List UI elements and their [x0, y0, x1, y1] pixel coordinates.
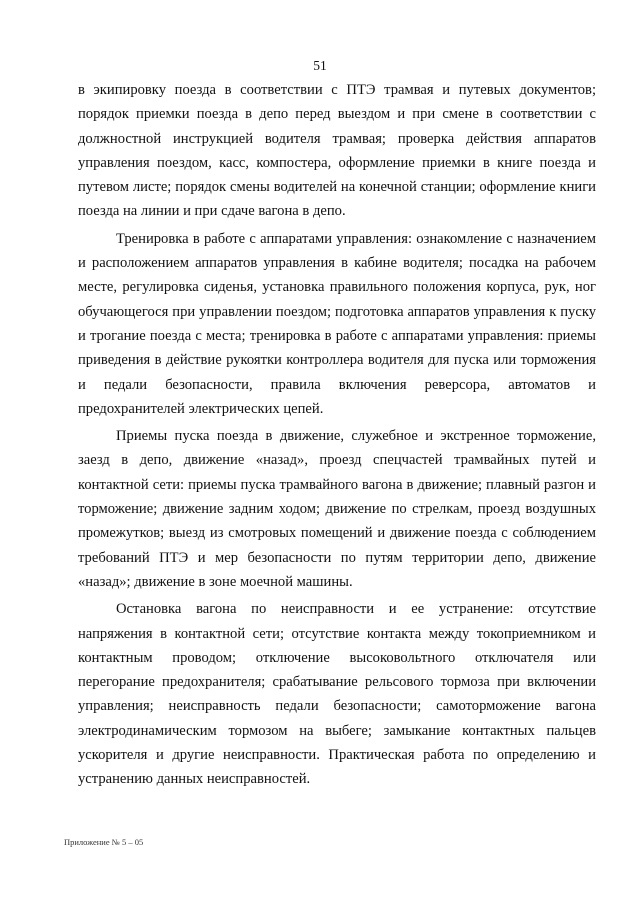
paragraph: Остановка вагона по неисправности и ее устранение: отсутствие напряжения в контактной сети; отсутствие контакта между токоприемником и контактным проводом; отключение высоковольтного отключателя или перегорание предохранителя; срабатывание рельсового тормоза при включении управления; неисправность педали безопасности; самоторможение вагона электродинамическим тормозом на выбеге; замыкание контактных пальцев ускорителя и другие неисправности. Практическая работа по определению и устранению данных неисправностей.	[78, 601, 596, 788]
page-number: 51	[313, 58, 327, 73]
paragraph: в экипировку поезда в соответствии с ПТЭ трамвая и путевых документов; порядок приемки поезда в депо перед выездом и при смене в соответствии с должностной инструкцией водителя трамвая; проверка действия аппаратов управления поездом, касс, компостера, оформление приемки в книге поезда и путевом листе; порядок смены водителей на конечной станции; оформление книги поезда на линии и при сдаче вагона в депо.	[78, 82, 596, 220]
page-footer: Приложение № 5 – 05	[64, 837, 144, 847]
paragraph: Приемы пуска поезда в движение, служебное и экстренное торможение, заезд в депо, движение «назад», проезд спецчастей трамвайных путей и контактной сети: приемы пуска трамвайного вагона в движение; плавный разгон и торможение; движение задним ходом; движение по стрелкам, проезд воздушных промежутков; выезд из смотровых помещений и движение поезда с соблюдением требований ПТЭ и мер безопасности по путям территории депо, движение «назад»; движение в зоне моечной машины.	[78, 428, 596, 590]
document-body	[78, 78, 596, 792]
paragraph: Тренировка в работе с аппаратами управления: ознакомление с назначением и расположением аппаратов управления в кабине водителя; посадка на рабочем месте, регулировка сиденья, установка правильного положения корпуса, рук, ног обучающегося при управлении поездом; подготовка аппаратов управления к пуску и трогание поезда с места; тренировка в работе с аппаратами управления: приемы приведения в действие рукоятки контроллера водителя для пуска или торможения и педали безопасности, правила включения реверсора, автоматов и предохранителей электрических цепей.	[78, 230, 596, 417]
